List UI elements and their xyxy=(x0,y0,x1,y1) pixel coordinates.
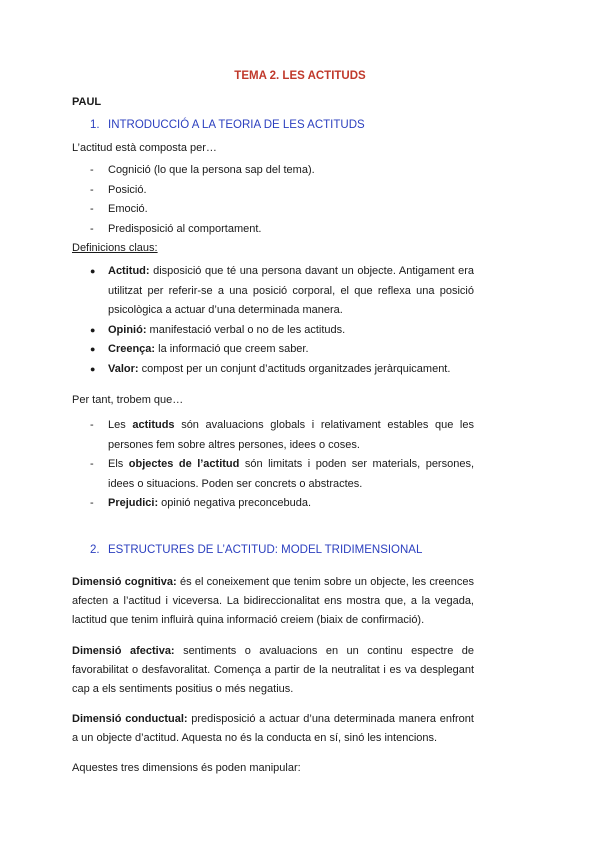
bullet-icon: ● xyxy=(90,344,96,354)
dash-marker: - xyxy=(90,183,94,196)
definition-term: Valor: xyxy=(108,362,139,375)
dash-marker: - xyxy=(90,419,94,431)
intro-paragraph: L’actitud està composta per… xyxy=(72,142,217,154)
list-item xyxy=(90,321,474,341)
conclusion-term: actituds xyxy=(132,419,175,431)
definitions-list xyxy=(90,262,474,379)
bullet-icon: ● xyxy=(90,266,96,276)
dash-marker: - xyxy=(90,203,94,215)
section-label: ESTRUCTURES DE L’ACTITUD: MODEL TRIDIMENSIONAL xyxy=(108,544,423,556)
dimension-behavioural: Dimensió conductual: predisposició a actuar d’una determinada manera enfront a un objecte d’actitud. Aquesta no és la conducta en sí, sinó les intencions. xyxy=(72,713,474,744)
list-item: - Predisposició al comportament. xyxy=(90,220,474,240)
bullet-icon: ● xyxy=(90,324,96,335)
definitions-heading: Definicions claus: xyxy=(72,242,158,254)
dimension-term: Dimensió afectiva: xyxy=(72,645,175,657)
definition-term: Creença: xyxy=(108,343,156,355)
per-tant-paragraph: Per tant, trobem que… xyxy=(72,394,184,406)
section-heading-1 xyxy=(90,119,365,131)
definition-term: Actitud: xyxy=(108,265,150,277)
conclusion-term: Prejudici: xyxy=(108,497,159,509)
dimension-term: Dimensió conductual: xyxy=(72,713,188,725)
author-name: PAUL xyxy=(72,96,102,108)
list-item xyxy=(90,360,474,380)
dash-marker: - xyxy=(90,497,94,509)
section-number: 1. xyxy=(90,119,100,131)
dash-marker: - xyxy=(90,164,94,176)
definition-text: disposició que té una persona davant un objecte. Antigament era utilitzat per referir-se a una posició corporal, el que reflexa una posició psicològica a actuar d’una determinada manera. xyxy=(108,265,474,316)
closing-paragraph: Aquestes tres dimensions és poden manipular: xyxy=(72,762,301,774)
list-item: - Posició. xyxy=(90,181,474,201)
dimension-affective: Dimensió afectiva: sentiments o avaluacions en un continu espectre de favorabilitat o desfavoralitat. Comença a partir de la neutralitat i es va desplegant cap a els sentiments positius o més negatius. xyxy=(72,645,475,695)
conclusions-list xyxy=(90,416,474,514)
definition-text: manifestació verbal o no de les actituds. xyxy=(146,323,346,336)
section-label: INTRODUCCIÓ A LA TEORIA DE LES ACTITUDS xyxy=(108,119,365,131)
section-heading-2 xyxy=(90,544,422,556)
section-number: 2. xyxy=(90,544,100,556)
dimension-cognitive: Dimensió cognitiva: és el coneixement que tenim sobre un objecte, les creences afecten a l’actitud i viceversa. La bidireccionalitat ens mostra que, a la vegada, lactitud que tenim influirà quina informació creiem (biaix de confirmació). xyxy=(72,576,474,626)
list-item: - Els objectes de l’actitud són limitats i poden ser materials, persones, idees o situacions. Poden ser concrets o abstractes. xyxy=(90,455,474,494)
definition-text: la informació que creem saber. xyxy=(155,343,309,355)
components-list xyxy=(90,161,474,239)
definition-text: compost per un conjunt d’actituds organitzades jeràrquicament. xyxy=(138,362,451,375)
list-item: - Les actituds són avaluacions globals i relativament estables que les persones fem sobre altres persones, idees o coses. xyxy=(90,416,474,455)
list-item xyxy=(90,340,474,360)
list-item: - Cognició (lo que la persona sap del tema). xyxy=(90,161,474,181)
dash-marker: - xyxy=(90,222,94,235)
list-item: - Emoció. xyxy=(90,200,474,220)
list-item: - Prejudici: opinió negativa preconcebuda. xyxy=(90,494,474,514)
dimension-term: Dimensió cognitiva: xyxy=(72,576,177,588)
bullet-icon: ● xyxy=(90,363,96,374)
document-title: TEMA 2. LES ACTITUDS xyxy=(234,70,366,82)
conclusion-term: objectes de l’actitud xyxy=(128,458,240,470)
dash-marker: - xyxy=(90,458,94,470)
list-item xyxy=(90,262,474,321)
definition-term: Opinió: xyxy=(108,323,147,336)
